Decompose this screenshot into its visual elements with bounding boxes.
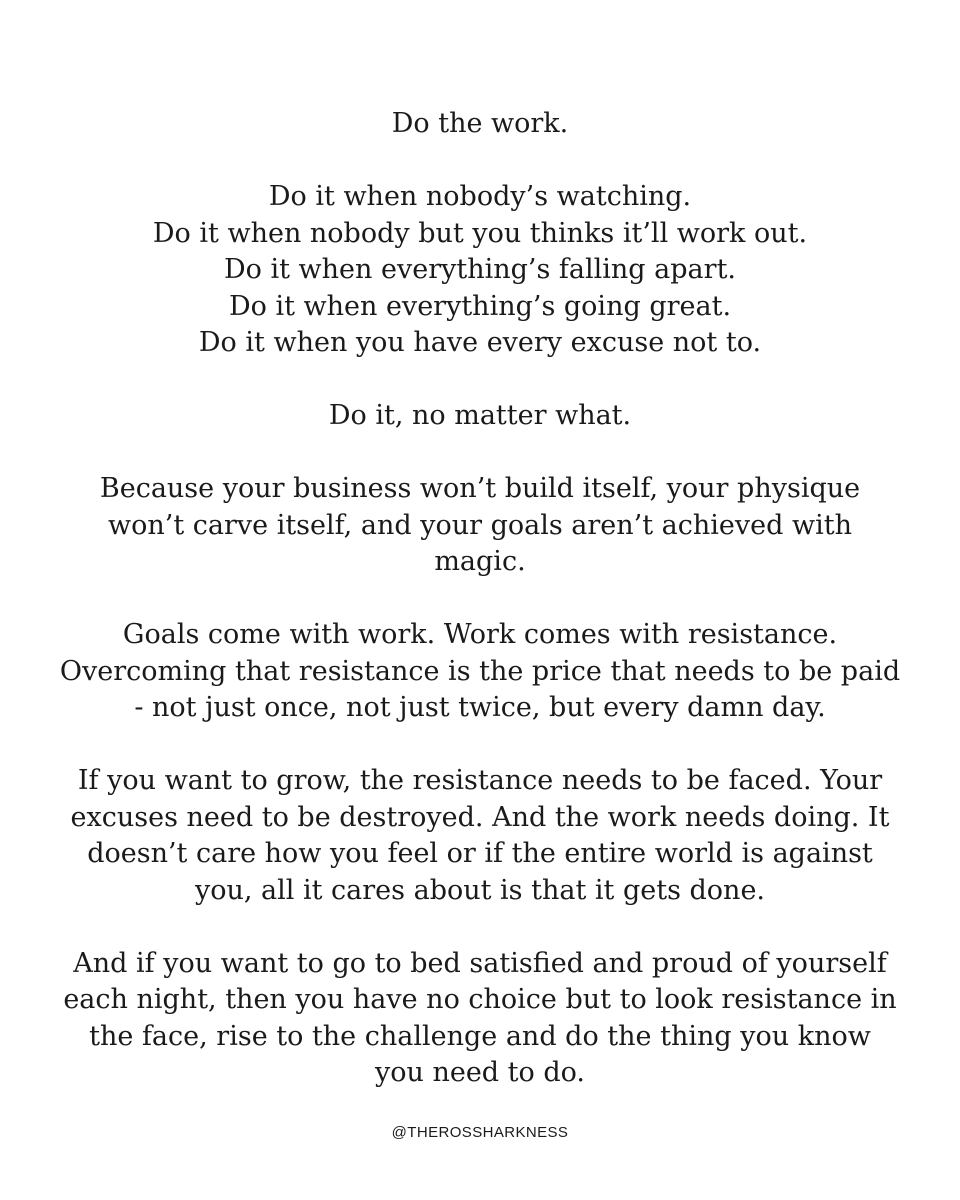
text-line: you, all it cares about is that it gets done. xyxy=(194,874,766,906)
text-line: the face, rise to the challenge and do the thing you know xyxy=(89,1020,871,1052)
stanza-2 xyxy=(0,179,960,362)
stanza-6 xyxy=(0,763,960,909)
author-handle: @THEROSSHARKNESS xyxy=(391,1124,569,1141)
text-line: you need to do. xyxy=(374,1057,586,1088)
text-line: Do it when everything’s going great. xyxy=(228,290,732,322)
stanza-4 xyxy=(0,471,960,581)
text-line: Do it when you have every excuse not to. xyxy=(198,327,762,358)
stanza-1 xyxy=(0,106,960,143)
text-line: magic. xyxy=(434,546,526,577)
text-line: each night, then you have no choice but to look resistance in xyxy=(63,984,897,1015)
text-line: won’t carve itself, and your goals aren’t achieved with xyxy=(107,509,852,541)
text-line: doesn’t care how you feel or if the entire world is against xyxy=(87,838,873,869)
text-line: Do it when nobody but you thinks it’ll work out. xyxy=(152,217,808,249)
text-line: Overcoming that resistance is the price that needs to be paid xyxy=(59,655,901,687)
text-line: Goals come with work. Work comes with resistance. xyxy=(122,619,838,650)
text-line: Do it when everything’s falling apart. xyxy=(223,254,736,285)
stanza-3 xyxy=(0,398,960,435)
text-line: And if you want to go to bed satisfied and proud of yourself xyxy=(73,947,887,979)
text-line: Do it, no matter what. xyxy=(328,400,632,431)
text-line: excuses need to be destroyed. And the work needs doing. It xyxy=(70,801,890,833)
stanza-7 xyxy=(0,946,960,1092)
stanza-5 xyxy=(0,617,960,727)
text-line: - not just once, not just twice, but every damn day. xyxy=(134,692,826,723)
text-line: Do it when nobody’s watching. xyxy=(268,181,692,212)
text-line: Do the work. xyxy=(391,108,569,139)
text-line: If you want to grow, the resistance needs to be faced. Your xyxy=(77,765,883,796)
quote-text xyxy=(0,106,960,1128)
text-line: Because your business won’t build itself, your physique xyxy=(99,473,861,504)
